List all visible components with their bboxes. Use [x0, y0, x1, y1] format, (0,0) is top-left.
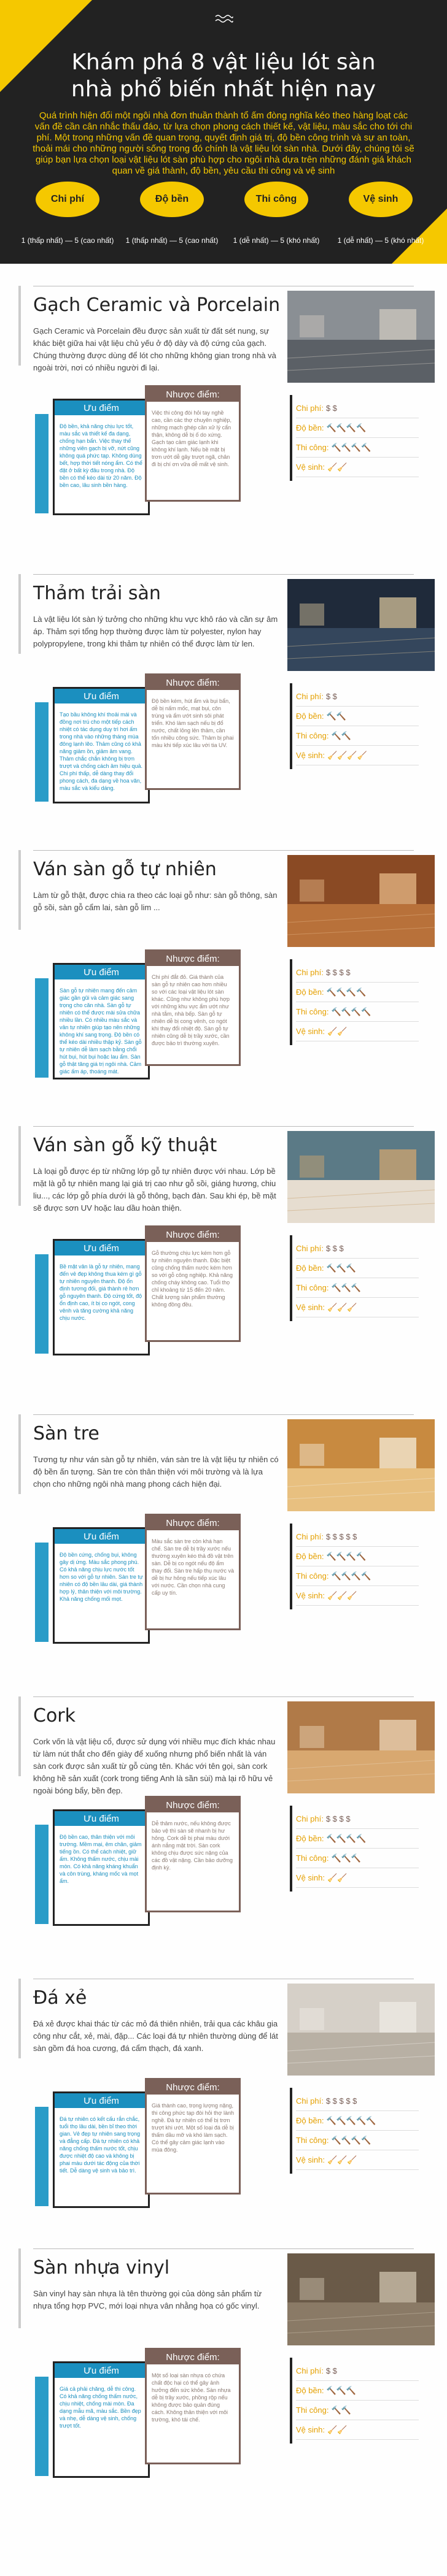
rating-cost — [296, 963, 419, 983]
rating-value: $ $ $ $ $ — [325, 2096, 357, 2106]
rating-value: 🔨🔨🔨🔨 — [326, 1833, 367, 1843]
rating-install — [296, 1566, 419, 1586]
material-photo — [287, 1131, 435, 1223]
rating-value: 🔨🔨 — [331, 2405, 351, 2415]
rating-cost — [296, 2361, 419, 2381]
rating-label: Chi phí: — [296, 692, 324, 701]
pros-label: Ưu điểm — [55, 689, 148, 703]
pros-accent — [35, 978, 49, 1078]
rating-value: 🔨🔨🔨🔨 — [326, 987, 367, 997]
rating-value: 🔨🔨🔨 — [331, 1853, 362, 1863]
pros-label: Ưu điểm — [55, 965, 148, 979]
section-divider — [33, 1696, 414, 1697]
pros-label: Ưu điểm — [55, 1811, 148, 1826]
rating-durability — [296, 2111, 419, 2131]
rating-cost — [296, 1527, 419, 1547]
material-description: Gạch Ceramic và Porcelain đều được sản xuất từ đất sét nung, sự khác biệt giữa hai vật liệu chủ yếu ở độ dày và độ cứng của gạch. Chúng thường được dùng để lót cho những không gian trong nhà và ngoài trời, nơi có nhiều người đi lại. — [33, 326, 276, 372]
rating-panel — [296, 2361, 419, 2440]
pros-box — [53, 1809, 150, 1926]
rating-panel — [296, 963, 419, 1041]
rating-label: Độ bền: — [296, 987, 324, 997]
rating-panel — [296, 687, 419, 765]
rating-value: 🧹🧹 — [327, 2425, 348, 2434]
material-title: Sàn tre — [33, 1423, 99, 1444]
cons-text: Màu sắc sàn tre còn khá hạn chế. Sàn tre dễ bị trầy xước nếu thường xuyên kéo thả đồ vật trên sàn. Dễ bị co ngót nếu độ ẩm thay đổi. Sàn tre hấp thụ nước và dễ bị hư hỏng nếu tiếp xúc lâu với nước. Cần chọn nhà cung cấp uy tín. — [152, 1538, 235, 1596]
intro-text: Quá trình hiện đổi một ngôi nhà đơn thuần thành tổ ấm đòng nghĩa kéo theo hàng loạt các vấn đề cần cân nhắc thấu đáo, từ lựa chọn phong cách thiết kế, vật liệu, màu sắc cho tới chi phí. Một trong những vấn đề quan trọng, quyết định giá trị, độ bền công trình và sự an toàn, thoải mái cho những người sống trong đó chính là vật liệu lót sàn nhà. Dưới đây, chúng tôi sẽ giúp bạn lựa chọn loại vật liệu lót sàn phù hợp cho ngôi nhà dựa trên những đánh giá khách quan về giá thành, độ bền, yêu cầu thi công và vệ sinh — [33, 110, 414, 176]
rating-label: Vệ sinh: — [296, 1873, 325, 1882]
page-title: Khám phá 8 vật liệu lót sàn nhà phổ biến nhất hiện nay — [71, 50, 376, 102]
rating-value: 🔨🔨🔨🔨 — [326, 1551, 367, 1561]
rating-clean — [296, 1298, 419, 1317]
rating-value: $ $ $ $ — [325, 968, 351, 977]
rating-frame — [290, 395, 292, 481]
cons-label: Nhược điểm: — [147, 675, 239, 690]
cons-box — [145, 1225, 241, 1342]
rating-install — [296, 2401, 419, 2420]
pros-text: Giá cả phải chăng, dễ thi công. Có khả năng chống thấm nước, chịu nhiệt, chống mài mòn. Đa dạng mẫu mã, màu sắc. Bền đẹp và nhẹ, dễ dàng vệ sinh, chống trượt tốt. — [60, 2386, 141, 2429]
rating-value: 🔨🔨🔨🔨 — [326, 423, 367, 432]
material-photo — [287, 1701, 435, 1793]
material-photo — [287, 579, 435, 671]
cons-text: Gỗ thường chịu lực kém hơn gỗ tự nhiên nguyên thanh. Đặc biệt cũng chống thấm nước kém hơn so với gỗ công nghiệp. Khả năng chống cháy không cao. Tuổi thọ chỉ khoảng từ 15 đến 20 năm. Chất lượng sản phẩm thường không đồng đều. — [152, 1250, 233, 1308]
section-divider — [33, 2248, 414, 2249]
rating-frame — [290, 1524, 292, 1609]
rating-durability — [296, 418, 419, 438]
pros-accent — [35, 414, 49, 513]
rating-clean — [296, 746, 419, 765]
criterion-clean: Vệ sinh — [349, 182, 413, 217]
pros-label: Ưu điểm — [55, 2093, 148, 2108]
pros-text: Độ bền, khả năng chịu lực tốt, màu sắc và thiết kế đa dạng, chống hạn bẩn. Việc thay thế những viên gạch bị vỡ, nứt cũng không quá phức tạp. Không dùng bết, hợp thời tiết nóng ẩm. Có thể đặt ở bất kỳ đâu trong nhà. Độ bền có thể kéo dài từ 20 năm. Độ bền cao, lâu sinh bền hàng. — [60, 423, 142, 488]
rating-label: Độ bền: — [296, 2386, 324, 2395]
pros-box — [53, 963, 150, 1079]
rating-value: 🔨🔨🔨 — [326, 2385, 357, 2395]
cons-label: Nhược điểm: — [147, 387, 239, 402]
rating-label: Độ bền: — [296, 423, 324, 432]
criterion-durability: Độ bền — [140, 182, 204, 217]
rating-label: Chi phí: — [296, 1814, 324, 1823]
pros-text: Tạo bầu không khí thoải mái và đồng nơi trú cho một tiếp cách nhiệt có tác dụng duy trì hơi ấm trong nhà vào những tháng mùa đông lạnh lẽo. Thảm cũng có khả năng giảm ồn, giảm âm vang. Thảm chắc chắn không bị trơn trượt và chống cách âm hiệu quả. Chi phí thấp, dễ dàng thay đổi phong cách, đa dạng về hoa văn, màu sắc và kiểu dáng. — [60, 711, 142, 791]
rating-label: Vệ sinh: — [296, 2155, 325, 2164]
material-title: Thảm trải sàn — [33, 583, 161, 604]
section-rule — [18, 1696, 21, 1776]
rating-clean — [296, 458, 419, 477]
rating-label: Chi phí: — [296, 2096, 324, 2106]
material-description: Cork vốn là vật liệu cổ, được sử dụng với nhiều mục đích khác nhau từ làm nút thắt cho đến giày để xuống nhưng phổ biến nhất là ván sàn cork được sản xuất từ gỗ cùng tên. Khác với tên gọi, sàn cork không hề sản xuất (cork trong tiếng Anh là sần sùi) mà lại rõ hữu vẻ ngoài bóng bẩy, bền đẹp. — [33, 1737, 276, 1795]
cons-text: Chi phí đắt đỏ. Giá thành của sàn gỗ tự nhiên cao hơn nhiều so với các loại vật liệu lót sàn khác. Cũng như không phù hợp với những khu vực ẩm ướt như nhà tắm, nhà bếp. Sàn gỗ tự nhiên dễ bị cong vênh, co ngót khi thay đổi nhiệt độ. Sàn gỗ tự nhiên cũng dễ bị trầy xước, cần được bảo trì thường xuyên. — [152, 974, 230, 1046]
wave-icon — [215, 13, 233, 23]
rating-panel — [296, 1527, 419, 1606]
cons-box — [145, 2348, 241, 2464]
rating-clean — [296, 1586, 419, 1606]
rating-durability — [296, 1829, 419, 1849]
rating-frame — [290, 959, 292, 1045]
rating-value: 🔨🔨🔨 — [326, 1263, 357, 1273]
rating-label: Chi phí: — [296, 404, 324, 413]
rating-label: Độ bền: — [296, 1263, 324, 1273]
rating-value: 🧹🧹🧹 — [327, 2155, 357, 2164]
material-title: Ván sàn gỗ tự nhiên — [33, 859, 217, 880]
pros-label: Ưu điểm — [55, 401, 148, 415]
rating-value: 🧹🧹 — [327, 1873, 348, 1882]
rating-value: $ $ $ — [325, 1244, 344, 1253]
rating-cost — [296, 399, 419, 418]
rating-cost — [296, 2091, 419, 2111]
rating-label: Vệ sinh: — [296, 1027, 325, 1036]
rating-label: Chi phí: — [296, 1244, 324, 1253]
section-rule — [18, 574, 21, 654]
criterion-install: Thi công — [244, 182, 308, 217]
rating-value: 🔨🔨🔨 — [331, 1282, 362, 1292]
pros-text: Bề mặt vân là gỗ tự nhiên, mang đến vẻ đẹp không thua kém gì gỗ tự nhiên nguyên thanh. Độ ổn định tương đối, giá thành rẻ hơn gỗ nguyên thanh. Độ cứng tốt, độ ổn định cao, ít bị co ngót, cong vênh và tăng cường khả năng chịu nước. — [60, 1263, 142, 1321]
material-photo — [287, 1984, 435, 2076]
material-title: Ván sàn gỗ kỹ thuật — [33, 1135, 217, 1156]
section-rule — [18, 850, 21, 930]
rating-value: $ $ — [325, 692, 337, 701]
pros-text: Sàn gỗ tự nhiên mang đến cảm giác gần gũi và cảm giác sang trọng cho căn nhà. Sàn gỗ tự nhiên có thể được mài sửa chữa nhiều lần. Có nhiều màu sắc và vân tự nhiên giúp tạo nên những không khí sang trọng. Độ bền có thể kéo dài nhiều thập kỷ. Sàn gỗ tự nhiên dễ làm sạch bằng chổi hút bụi, hút bụi hoặc lau ẩm. Sàn gỗ thật tăng giá trị ngôi nhà. Cảm giác ấm áp, thoáng mát. — [60, 987, 142, 1075]
rating-frame — [290, 683, 292, 769]
pros-text: Đá tự nhiên có kết cấu rắn chắc, tuổi thọ lâu dài, bền bỉ theo thời gian. Vẻ đẹp tự nhiên sang trọng và đẳng cấp. Đá tự nhiên có khả năng chống thấm nước tốt, chịu được nhiệt độ cao và không bị phai màu dưới tác động của thời tiết. Dễ dàng vệ sinh và bảo trì. — [60, 2116, 141, 2174]
rating-label: Độ bền: — [296, 2116, 324, 2125]
cons-label: Nhược điểm: — [147, 2350, 239, 2364]
rating-panel — [296, 1239, 419, 1317]
rating-value: $ $ — [325, 2366, 337, 2375]
rating-label: Thi công: — [296, 1283, 329, 1292]
rating-value: 🧹🧹 — [327, 462, 348, 472]
cons-label: Nhược điểm: — [147, 1798, 239, 1812]
scale-text: 1 (thấp nhất) — 5 (cao nhất) — [125, 236, 219, 245]
material-title: Sàn nhựa vinyl — [33, 2257, 170, 2279]
rating-clean — [296, 2150, 419, 2170]
rating-clean — [296, 1022, 419, 1041]
material-description: Đá xẻ được khai thác từ các mỏ đá thiên nhiên, trải qua các khâu gia công như cắt, xẻ, mài, đặp... Các loại đá tự nhiên thường dùng để lát sàn gồm đá hoa cương, đá cẩm thạch, đá xanh. — [33, 2019, 278, 2053]
rating-clean — [296, 1868, 419, 1888]
pros-label: Ưu điểm — [55, 2363, 148, 2378]
pros-text: Độ bền cứng, chống bụi, không gây dị ứng. Màu sắc phong phú. Có khả năng chịu lực nước tốt hơn so với gỗ tự nhiên. Sàn tre tự nhiên có độ bền lâu dài, giá thành hợp lý, thân thiện với môi trường. Khả năng chống mối mọt. — [60, 1552, 143, 1602]
pros-accent — [35, 2107, 49, 2206]
rating-value: $ $ $ $ $ — [325, 1532, 357, 1541]
pros-accent — [35, 2377, 49, 2476]
section-divider — [33, 1126, 414, 1127]
pros-accent — [35, 1825, 49, 1924]
cons-box — [145, 385, 241, 502]
rating-label: Thi công: — [296, 1853, 329, 1863]
rating-install — [296, 1278, 419, 1298]
rating-label: Thi công: — [296, 2136, 329, 2145]
cons-label: Nhược điểm: — [147, 951, 239, 966]
section-rule — [18, 286, 21, 366]
material-description: Sàn vinyl hay sàn nhựa là tên thường gọi của dòng sản phẩm từ nhựa tổng hợp PVC, mới loại nhựa vân nhằng họa có gốc vinyl. — [33, 2289, 262, 2310]
rating-cost — [296, 687, 419, 707]
material-photo — [287, 1419, 435, 1511]
pros-box — [53, 1239, 150, 1355]
cons-box — [145, 1514, 241, 1630]
rating-durability — [296, 1547, 419, 1566]
material-description: Làm từ gỗ thật, được chia ra theo các loại gỗ như: sàn gỗ thông, sàn gỗ sồi, sàn gỗ cẩm lai, sàn gỗ lim ... — [33, 891, 278, 912]
rating-label: Chi phí: — [296, 968, 324, 977]
cons-box — [145, 949, 241, 1066]
section-rule — [18, 2248, 21, 2328]
pros-label: Ưu điểm — [55, 1529, 148, 1544]
cons-text: Một số loại sàn nhựa có chứa chất độc hại có thể gây ảnh hưởng đến sức khỏe. Sàn nhựa dễ bị trầy xước, phồng rộp nếu không được bảo quản đúng cách. Không thân thiện với môi trường, khó tái chế. — [152, 2372, 231, 2423]
rating-frame — [290, 1235, 292, 1321]
material-photo — [287, 855, 435, 947]
material-title: Cork — [33, 1705, 76, 1727]
material-description: Là loại gỗ được ép từ những lớp gỗ tự nhiên được với nhau. Lớp bề mặt là gỗ tự nhiên mang lại giá trị cao như gỗ sồi, giáng hương, chiu liu..., các lớp gỗ phía dưới là gỗ thông, bạch đàn. Sau khi ép, bề mặt sẽ được sơn UV hoặc lau dầu hoàn thiện. — [33, 1167, 276, 1213]
rating-value: $ $ $ $ — [325, 1814, 351, 1823]
pros-box — [53, 687, 150, 803]
rating-value: 🔨🔨🔨🔨 — [331, 1006, 371, 1016]
rating-install — [296, 1002, 419, 1022]
rating-value: $ $ — [325, 404, 337, 413]
rating-value: 🧹🧹 — [327, 1026, 348, 1036]
pros-accent — [35, 1254, 49, 1354]
rating-durability — [296, 2381, 419, 2401]
rating-label: Vệ sinh: — [296, 462, 325, 472]
rating-label: Chi phí: — [296, 1532, 324, 1541]
pros-accent — [35, 702, 49, 802]
rating-install — [296, 2131, 419, 2150]
rating-label: Vệ sinh: — [296, 751, 325, 760]
rating-panel — [296, 2091, 419, 2170]
scale-text: 1 (dễ nhất) — 5 (khó nhất) — [337, 236, 424, 245]
scale-text: 1 (dễ nhất) — 5 (khó nhất) — [233, 236, 320, 245]
rating-durability — [296, 983, 419, 1002]
cons-text: Độ bền kém, hút ẩm và bụi bẩn, dễ bị nấm mốc, mạt bụi, côn trùng và ẩm ướt sinh sôi phát triển. Khó làm sạch nếu bị đổ nước, chất lỏng lên thảm, cần tốn nhiều công sức. Thảm bị phai màu khi tiếp xúc lâu với tia UV. — [152, 698, 234, 748]
rating-value: 🔨🔨 — [331, 730, 351, 740]
rating-clean — [296, 2420, 419, 2440]
pros-box — [53, 2361, 150, 2478]
cons-box — [145, 1796, 241, 1912]
cons-label: Nhược điểm: — [147, 2080, 239, 2095]
rating-value: 🧹🧹🧹 — [327, 1302, 357, 1312]
cons-label: Nhược điểm: — [147, 1516, 239, 1530]
rating-label: Thi công: — [296, 1007, 329, 1016]
material-title: Gạch Ceramic và Porcelain — [33, 294, 281, 316]
rating-label: Thi công: — [296, 443, 329, 452]
material-description: Là vật liệu lót sàn lý tưởng cho những khu vực khô ráo và cần sự âm áp. Thảm sợi tổng hợp thường được làm từ polyester, nylon hay polypropylene, trong khi thảm tự nhiên có thể được làm từ len. — [33, 615, 278, 648]
rating-label: Vệ sinh: — [296, 1591, 325, 1600]
cons-label: Nhược điểm: — [147, 1227, 239, 1242]
cons-text: Giá thành cao, trọng lượng nặng, thi công phức tạp đòi hỏi thợ lành nghề. Đá tự nhiên có thể bị trơn trượt khi ướt. Một số loại đá dễ bị thấm dầu mỡ và khó làm sạch. Có thể gây cảm giác lạnh vào mùa đông. — [152, 2103, 235, 2153]
hero-header — [0, 0, 447, 264]
rating-value: 🔨🔨 — [326, 711, 346, 721]
rating-durability — [296, 707, 419, 726]
scale-text: 1 (thấp nhất) — 5 (cao nhất) — [21, 236, 114, 245]
rating-panel — [296, 399, 419, 477]
rating-value: 🔨🔨🔨🔨 — [331, 1571, 371, 1581]
rating-panel — [296, 1809, 419, 1888]
rating-durability — [296, 1259, 419, 1278]
section-divider — [33, 1414, 414, 1415]
rating-label: Thi công: — [296, 2405, 329, 2415]
cons-text: Dễ thâm nước, nếu không được bảo vệ thì sàn sẽ nhanh bị hư hỏng. Cork dễ bị phai màu dưới ánh nắng mặt trời. Sàn cork không chịu được sức nặng của các đồ vật nặng. Cần bảo dưỡng định kỳ. — [152, 1820, 233, 1871]
rating-install — [296, 438, 419, 458]
rating-frame — [290, 1806, 292, 1892]
section-rule — [18, 1414, 21, 1494]
rating-frame — [290, 2088, 292, 2174]
section-rule — [18, 1126, 21, 1206]
cons-box — [145, 673, 241, 790]
criterion-cost: Chi phí — [36, 182, 99, 217]
material-title: Đá xẻ — [33, 1987, 87, 2009]
pros-text: Độ bền cao, thân thiện với môi trường. Mềm mại, êm chân, giảm tiếng ồn. Có thể cách nhiệt, giữ ấm. Không thấm nước, chịu mài mòn. Có khả năng kháng khuẩn và côn trùng, kháng mốc và mọt ẩm. — [60, 1834, 142, 1884]
rating-value: 🔨🔨🔨🔨 — [331, 442, 371, 452]
rating-install — [296, 1849, 419, 1868]
cons-box — [145, 2078, 241, 2195]
cons-text: Việc thi công đòi hỏi tay nghề cao, cần các thợ chuyên nghiệp, những mạch ghép cần xử lý cẩn thận, không dễ bị ố do xứng. Gạch tạo cảm giác lạnh khi không khí lạnh. Nếu bề mặt bị trơn ướt dễ gây trượt ngã, chân đi bị chí ơn vữa dễ mất vệ sinh. — [152, 410, 231, 467]
rating-cost — [296, 1809, 419, 1829]
section-divider — [33, 850, 414, 851]
section-rule — [18, 1979, 21, 2058]
rating-value: 🧹🧹🧹🧹 — [327, 750, 367, 760]
rating-cost — [296, 1239, 419, 1259]
rating-value: 🔨🔨🔨🔨 — [331, 2135, 371, 2145]
rating-label: Chi phí: — [296, 2366, 324, 2375]
pros-box — [53, 399, 150, 515]
pros-box — [53, 1527, 150, 1644]
rating-frame — [290, 2358, 292, 2444]
rating-label: Độ bền: — [296, 711, 324, 721]
rating-install — [296, 726, 419, 746]
rating-label: Vệ sinh: — [296, 1303, 325, 1312]
material-description: Tương tự như ván sàn gỗ tự nhiên, ván sàn tre là vật liệu tự nhiên có độ bền ấn tượng. Sàn tre còn thân thiện với môi trường và là lựa chọn cho những ngôi nhà mang phong cách hiện đại. — [33, 1455, 279, 1489]
rating-label: Thi công: — [296, 731, 329, 740]
rating-label: Vệ sinh: — [296, 2425, 325, 2434]
rating-label: Thi công: — [296, 1571, 329, 1581]
rating-label: Độ bền: — [296, 1834, 324, 1843]
material-photo — [287, 291, 435, 383]
rating-value: 🔨🔨🔨🔨🔨 — [326, 2115, 376, 2125]
pros-label: Ưu điểm — [55, 1241, 148, 1255]
material-photo — [287, 2253, 435, 2345]
rating-value: 🧹🧹🧹 — [327, 1590, 357, 1600]
section-divider — [33, 574, 414, 575]
pros-accent — [35, 1543, 49, 1642]
pros-box — [53, 2091, 150, 2208]
rating-label: Độ bền: — [296, 1552, 324, 1561]
